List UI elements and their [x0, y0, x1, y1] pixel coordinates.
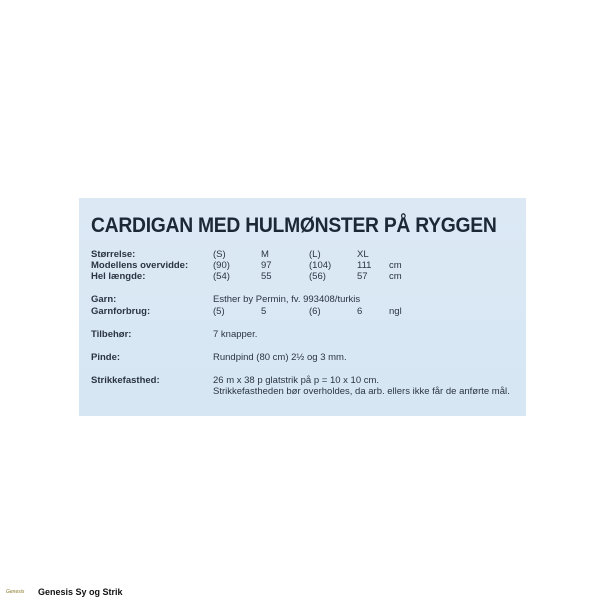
needles-label: Pinde:	[91, 352, 121, 363]
accessories-label: Tilbehør:	[91, 329, 132, 340]
length-l: (56)	[309, 271, 326, 282]
pattern-title: CARDIGAN MED HULMØNSTER PÅ RYGGEN	[91, 214, 497, 237]
usage-unit: ngl	[389, 306, 402, 317]
size-label: Størrelse:	[91, 249, 136, 260]
yarn-value: Esther by Permin, fv. 993408/turkis	[213, 294, 361, 305]
length-xl: 57	[357, 271, 368, 282]
yarn-usage-label: Garnforbrug:	[91, 306, 151, 317]
length-m: 55	[261, 271, 272, 282]
usage-s: (5)	[213, 306, 225, 317]
size-xl: XL	[357, 249, 369, 260]
accessories-value: 7 knapper.	[213, 329, 258, 340]
length-s: (54)	[213, 271, 230, 282]
brand-name: Genesis Sy og Strik	[38, 587, 123, 597]
needles-value: Rundpind (80 cm) 2½ og 3 mm.	[213, 352, 347, 363]
yarn-label: Garn:	[91, 294, 117, 305]
width-l: (104)	[309, 260, 332, 271]
width-label: Modellens overvidde:	[91, 260, 189, 271]
size-s: (S)	[213, 249, 226, 260]
usage-l: (6)	[309, 306, 321, 317]
size-m: M	[261, 249, 269, 260]
footer	[6, 586, 123, 598]
width-xl: 111	[357, 260, 372, 271]
genesis-logo-icon: Genesis	[6, 589, 25, 595]
size-l: (L)	[309, 249, 321, 260]
width-s: (90)	[213, 260, 230, 271]
width-unit: cm	[389, 260, 402, 271]
gauge-label: Strikkefasthed:	[91, 375, 160, 386]
length-label: Hel længde:	[91, 271, 146, 282]
gauge-note: Strikkefastheden bør overholdes, da arb. ellers ikke får de anførte mål.	[213, 386, 510, 397]
gauge-value: 26 m x 38 p glatstrik på p = 10 x 10 cm.	[213, 375, 380, 386]
length-unit: cm	[389, 271, 402, 282]
usage-m: 5	[261, 306, 267, 317]
width-m: 97	[261, 260, 272, 271]
usage-xl: 6	[357, 306, 363, 317]
